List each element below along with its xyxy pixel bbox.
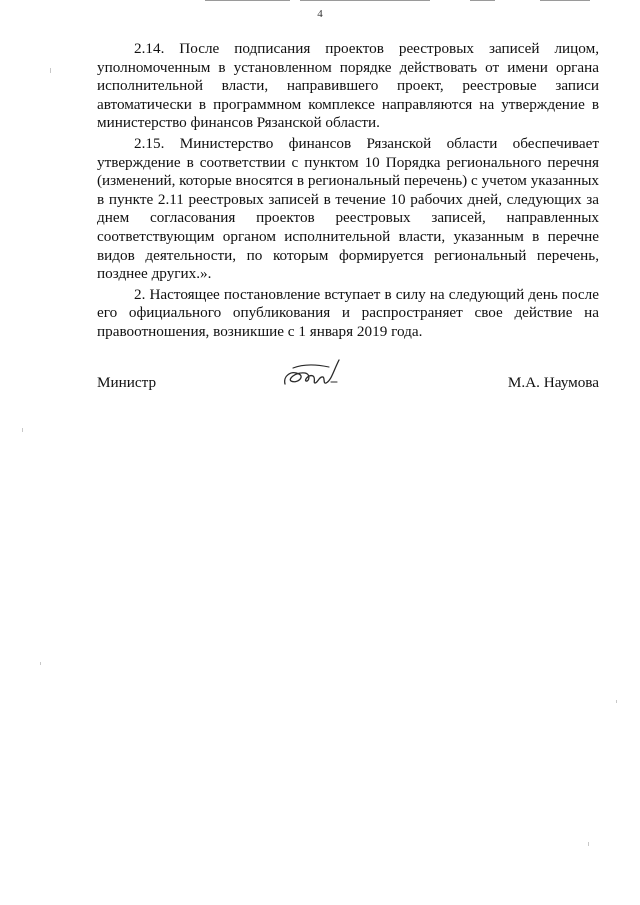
scan-edge-line xyxy=(470,0,495,1)
scan-speck xyxy=(50,68,51,73)
paragraph-2-14: 2.14. После подписания проектов реестровых записей лицом, уполномоченным в установленном порядке действовать от имени органа исполнительной власти, направившего проект, реестровые записи автоматически в программном комплексе направляются на утверждение в министерство финансов Рязанской области. xyxy=(97,40,599,132)
scan-edge-line xyxy=(205,0,290,1)
handwritten-signature xyxy=(279,354,359,394)
scan-speck xyxy=(22,428,23,432)
scan-edge-line xyxy=(300,0,430,1)
signature-block xyxy=(97,368,599,398)
scan-speck xyxy=(588,842,589,846)
page-number: 4 xyxy=(317,8,323,20)
paragraph-2: 2. Настоящее постановление вступает в силу на следующий день после его официального опубликования и распространяет свое действие на правоотношения, возникшие с 1 января 2019 года. xyxy=(97,285,599,340)
signatory-title: Министр xyxy=(97,374,157,391)
scan-speck xyxy=(40,662,41,665)
scan-edge-line xyxy=(540,0,590,1)
signatory-name: М.А. Наумова xyxy=(507,374,599,391)
scan-speck xyxy=(616,700,617,703)
paragraph-2-15: 2.15. Министерство финансов Рязанской области обеспечивает утверждение в соответствии с пунктом 10 Порядка регионального перечня (изменений, которые вносятся в региональный перечень) с учетом указанных в пункте 2.11 реестровых записей в течение 10 рабочих дней, следующих за днем согласования проектов реестровых записей, направленных соответствующим органом исполнительной власти, указанным в перечне видов деятельности, по которым формируется региональный перечень, позднее других.». xyxy=(97,134,599,283)
document-body xyxy=(97,40,599,344)
